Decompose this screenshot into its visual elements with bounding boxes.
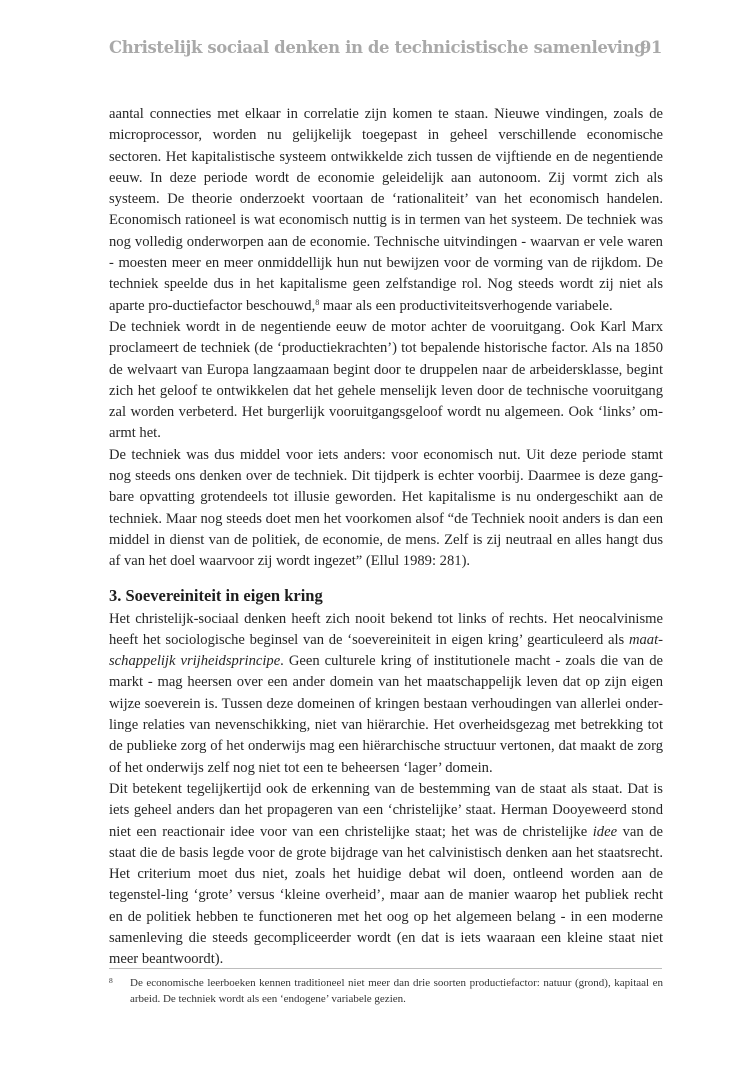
body-text [109, 104, 663, 971]
line: De theorie onderzoekt voortaan de ‘rationaliteit’ van het economisch handelen. Economisch [109, 191, 663, 229]
line: hebben te functioneren met het oog op het algemeen belang - in een moderne samenleving die [109, 908, 663, 946]
line: de welvaart van Europa langzaamaan begint door te druppelen naar de arbeidersklasse, begint [109, 361, 663, 378]
line: die de basis legde voor de grote bijdrage van het calvinistisch denken aan het staatsrecht. Het [109, 844, 663, 883]
line: van de staat [109, 823, 663, 861]
line: rationeel is wat economisch nuttig is in termen van het systeem. De techniek was nog volledig [109, 212, 663, 250]
paragraph-3 [109, 445, 663, 573]
footnote-text [130, 975, 663, 1007]
line: ling ‘grote’ versus ‘kleine overheid’, maar aan de manier waarop het publiek recht en de politiek [109, 887, 663, 925]
line: aantal connecties met elkaar in correlatie zijn komen te staan. Nieuwe vindingen, zoals de [109, 106, 663, 122]
line: techniek. Maar nog steeds doet men het voorkomen alsof “de Techniek nooit anders is dan [109, 510, 639, 527]
footnote-marker: 8 [109, 976, 113, 985]
line: bare opvatting grotendeels tot illusie geworden. Het kapitalisme is nu ondergeschikt aan de [109, 489, 663, 506]
line: of het onderwijs zelf nog niet tot een te beheersen ‘lager’ domein. [109, 759, 493, 776]
running-head [109, 38, 662, 64]
paragraph-5 [109, 779, 663, 971]
line: dus af van het doel waarvoor zij wordt ingezet” (Ellul 1989: 281). [109, 531, 663, 570]
line: In deze periode wordt de economie geleidelijk aan autonoom. Zij vormt zich als systeem. [109, 169, 663, 208]
line: speelde dus in het kapitalisme geen zelfstandige rol. Nog steeds wordt zij niet als aparte pro- [109, 276, 663, 314]
footnote [109, 975, 663, 1007]
footnote-reference[interactable]: 8 [315, 297, 320, 307]
line: microprocessor, worden nu gelijkelijk toegepast in geheel verschillende economische sectoren. [109, 127, 663, 165]
paragraph-2 [109, 317, 663, 445]
line: meer en meer onmiddellijk hun nut bewijzen voor de vorming van de rijkdom. De techniek [109, 255, 663, 293]
paragraph-1 [109, 104, 663, 317]
line: criterium moet dus niet, zoals het huidige debat wil doen, ontleend worden aan de tegenstel- [109, 866, 663, 904]
line: niet een reactionair idee voor van een christelijke staat; het was de christelijke [109, 823, 593, 840]
line: zal worden verbeterd. Het burgerlijk vooruitgangsgeloof wordt nu algemeen. Ook ‘links’ om- [109, 404, 663, 421]
line: kapitaal en arbeid. De techniek wordt als een ‘endogene’ variabele gezien. [130, 977, 664, 1005]
line: . Geen culturele kring of institutionele macht - zoals die van de [280, 653, 663, 670]
line: Het kapitalistische systeem ontwikkelde zich tussen de vijftiende en de negentiende eeuw. [109, 148, 663, 186]
line: De economische leerboeken kennen traditioneel niet meer dan drie soorten productiefactor: natuur (grond), [130, 977, 611, 989]
line: armt het. [109, 425, 161, 442]
line: Het christelijk-sociaal denken heeft zich nooit bekend tot links of rechts. Het neocalvinisme [109, 610, 663, 627]
line: onderworpen aan de economie. Technische uitvindingen - waarvan er vele waren - moesten [109, 233, 663, 272]
line: heeft het sociologische beginsel van de ‘soevereiniteit in eigen kring’ gearticuleerd als [109, 631, 629, 648]
section-heading: 3. Soevereiniteit in eigen kring [109, 585, 323, 605]
paragraph-4 [109, 609, 663, 779]
line: proclameert de techniek (de ‘productiekrachten’) tot bepalende historische factor. Als na 1850 [109, 340, 663, 357]
page-number: 91 [639, 38, 662, 57]
line: wijze soeverein is. Tussen deze domeinen of kringen bestaan verhoudingen van allerlei onder- [109, 695, 663, 712]
line: De techniek was dus middel voor iets anders: voor economisch nut. Uit deze periode stamt [109, 446, 663, 463]
emphasis: schappelijk vrijheidsprincipe [109, 653, 281, 670]
emphasis: idee [592, 823, 618, 840]
emphasis: maat- [628, 631, 663, 648]
line: steeds gecompliceerder wordt (en dat is iets waaraan een kleine staat niet meer beantwoordt). [109, 929, 663, 968]
line: markt - mag heersen over een ander domein van het maatschappelijk leven dat op zijn eigen [109, 674, 663, 691]
line: iets geheel anders dan het propageren van een ‘christelijke’ staat. Herman Dooyeweerd stond [109, 802, 663, 819]
line: maar als een productiviteitsverhogende variabele. [319, 297, 613, 314]
line: linge relaties van nevenschikking, niet van hiërarchie. Het overheidsgezag met betrekking tot [109, 717, 663, 734]
running-head-title: Christelijk sociaal denken in de technicistische samenleving [109, 38, 646, 57]
line: een middel in dienst van de politiek, de economie, de mens. Zelf is zij neutraal en alles hangt [109, 510, 664, 548]
line: De techniek wordt in de negentiende eeuw de motor achter de vooruitgang. Ook Karl Marx [109, 318, 663, 335]
line: de publieke zorg of het onderwijs mag een hiërarchische structuur vertonen, dat maakt de zorg [109, 738, 663, 755]
line: Dit betekent tegelijkertijd ook de erkenning van de bestemming van de staat als staat. Dat is [109, 780, 663, 797]
line: zich het geloof te ontwikkelen dat het gehele menselijk leven door de technische vooruitgang [109, 382, 663, 399]
line: ductiefactor beschouwd, [172, 297, 316, 314]
footnote-divider [109, 968, 662, 969]
line: nog steeds ons denken over de techniek. Dit tijdperk is echter voorbij. Daarmee is deze gang- [109, 468, 663, 485]
